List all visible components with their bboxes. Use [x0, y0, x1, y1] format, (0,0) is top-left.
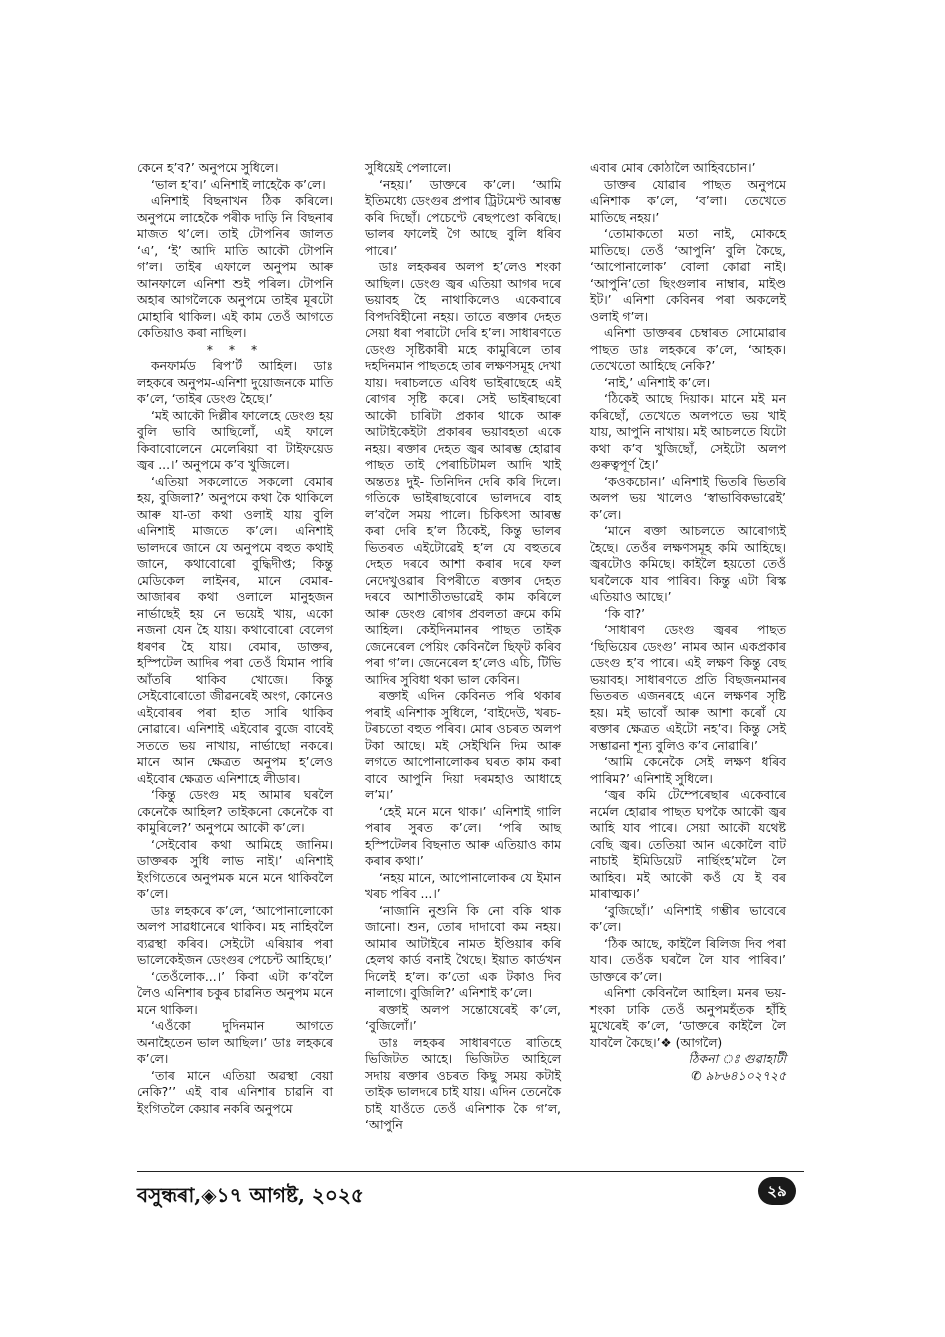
article-column-1	[137, 160, 333, 1117]
footer-divider	[137, 1171, 804, 1172]
article-column-3	[590, 160, 786, 1084]
paragraph: ‘কিন্তু ডেংগু মহ আমাৰ ঘৰলৈ কেনেকৈ আহিল? তাইকনো কেনেকৈ বা কামুৰিলে?’ অনুপমে আকৌ ক’লে।	[137, 787, 333, 835]
paragraph: ডাঃ লহকৰ সাধাৰণতে ৰাতিহে ভিজিটত আহে। ভিজিটত আহিলে সদায় ৰক্তাৰ ওচৰত কিছু সময় কটাই তাইক ভালদৰে চাই যায়। এদিন তেনেকৈ চাই যাওঁতে তেওঁ এনিশাক কৈ গ’ল, ‘আপুনি	[365, 1034, 561, 1132]
paragraph: ‘নহয়।’ ডাক্তৰে ক’লে। ‘আমি ইতিমধ্যে ডেংগুৰ প্ৰপাৰ ট্ৰিটমেণ্ট আৰম্ভ কৰি দিছোঁ। পেচেণ্টে ৰেছপণ্ডো কৰিছে। ভালৰ ফালেই গৈ আছে বুলি ধৰিব পাৰে।’	[365, 176, 561, 258]
paragraph: ৰক্তাই অলপ সন্তোষেৰেই ক’লে, ‘বুজিলোঁ।’	[365, 1001, 561, 1033]
paragraph: ‘হেই মনে মনে থাক।’ এনিশাই গালি পৰাৰ সুৰত ক’লে। ‘পৰি আছ হস্পিটেলৰ বিছনাত আৰু এতিয়াও কাম কৰাৰ কথা।’	[365, 803, 561, 868]
paragraph: এবাৰ মোৰ কোঠালৈ আহিবচোন।’	[590, 160, 756, 175]
paragraph: ‘ঠিক আছে, কাইলৈ ৰিলিজ দিব পৰা যাব। তেওঁক ঘৰলৈ লৈ যাব পাৰিব।’ ডাক্তৰে ক’লে।	[590, 935, 786, 984]
paragraph: ৰক্তাই এদিন কেবিনত পৰি থকাৰ পৰাই এনিশাক সুধিলে, ‘বাইদেউ, খৰচ-টৰচতো বহুত পৰিব। মোৰ ওচৰত অলপ টকা আছে। মই সেইখিনি দিম আৰু লগতে আপোনালোকৰ ঘৰত কাম কৰা বাবে আপুনি দিয়া দৰমহাও আধাহে ল’ম।’	[365, 688, 561, 802]
paragraph: ‘নাজানি নুশুনি কি নো বকি থাক জানো। শুন, তোৰ দাদাবো কম নহয়। আমাৰ আটাইৰে নামত ইণ্ডিয়াৰ কৰি হেলথ কাৰ্ড বনাই থৈছে। ইয়াত কাৰ্ডখন দিলেই হ’ল। ক’তো এক টকাও দিব নালাগে। বুজিলি?’ এনিশাই ক’লে।	[365, 902, 561, 1000]
paragraph: ‘আমি কেনেকৈ সেই লক্ষণ ধৰিব পাৰিম?’ এনিশাই সুধিলে।	[590, 754, 786, 786]
paragraph: ‘এওঁকো দুদিনমান আগতে অনাহৈতেন ভাল আছিল।’ ডাঃ লহকৰে ক’লে।	[137, 1018, 333, 1066]
paragraph: কনফাৰ্মড ৰিপ’ৰ্ট আহিল। ডাঃ লহকৰে অনুপম-এনিশা দুয়োজনকে মাতি ক’লে, ‘তাইৰ ডেংগু হৈছে।’	[137, 358, 333, 406]
paragraph: এনিশাই বিছনাখন ঠিক কৰিলে। অনুপমে লাহেকৈ পৰীক দাড়ি নি বিছনাৰ মাজত থ’লে। তাই টোপনিৰ জালত ‘এ’, ‘ই’ আদি মাতি আকৌ টোপনি গ’ল। তাইৰ এফালে অনুপম আৰু আনফালে এনিশা শুই পৰিল। টোপনি অহাৰ আগলৈকে অনুপমে তাইৰ মূৰটো মোহাৰি থাকিল। এই কাম তেওঁ আগতে কেতিয়াও কৰা নাছিল।	[137, 193, 333, 340]
paragraph: ‘ঠিকেই আছে দিয়াক। মানে মই মন কৰিছোঁ, তেখেতে অলপতে ভয় খাই যায়, আপুনি নাখায়। মই আচলতে যিটো কথা ক’ব খুজিছোঁ, সেইটো অলপ গুৰুত্বপূৰ্ণ হৈ।’	[590, 391, 786, 472]
paragraph: ‘তাৰ মানে এতিয়া অৱস্থা বেয়া নেকি?’’ এই বাৰ এনিশাৰ চাৱনি বা ইংগিতলৈ কেয়াৰ নকৰি অনুপমে	[137, 1067, 333, 1116]
paragraph: ‘নহয় মানে, আপোনালোকৰ যে ইমান খৰচ পৰিব ...।’	[365, 869, 561, 901]
paragraph: * * *	[206, 341, 264, 357]
paragraph: ‘কওকচোন।’ এনিশাই ভিতৰি ভিতৰি অলপ ভয় খালেও ‘স্বাভাবিকভাৱেই’ ক’লে।	[590, 473, 786, 522]
paragraph: ‘নাই,’ এনিশাই ক’লে।	[604, 374, 711, 390]
paragraph: ঠিকনা ঃ গুৱাহাটী	[688, 1051, 786, 1066]
paragraph: ডাঃ লহকৰৰ অলপ হ’লেও শংকা আছিল। ডেংগু জ্বৰ এতিয়া আগৰ দৰে ভয়াবহ হৈ নাথাকিলেও একেবাৰে বিপদবিহীনো নহয়। তাতে ৰক্তাৰ দেহত সেয়া ধৰা পৰাটো দেৰি হ’ল। সাধাৰণতে ডেংগু সৃষ্টিকাৰী মহে কামুৰিলে তাৰ দহদিনমান পাছতহে তাৰ লক্ষণসমূহ দেখা যায়। দৰাচলতে এবিধ ভাইৰাছেহে এই ৰোগৰ সৃষ্টি কৰে। সেই ভাইৰাছৰো আকৌ চাৰিটা প্ৰকাৰ থাকে আৰু আটাইকেইটা প্ৰকাৰৰ ভয়াবহতা একে নহয়। ৰক্তাৰ দেহত জ্বৰ আৰম্ভ হোৱাৰ পাছত তাই পেৰাচিটামল আদি খাই অন্ততঃ দুই- তিনিদিন দেৰি কৰি দিলে। গতিকে ভাইৰাছবোৰে ভালদৰে বাহ ল’বলৈ সময় পালে। চিকিৎসা আৰম্ভ কৰা দেৰি হ’ল ঠিকেই, কিন্তু ভালৰ ভিতৰত এইটোৱেই হ’ল যে বহুতৰে দেহত দৰবে আশা কৰাৰ দৰে ফল নেদেখুওৱাৰ বিপৰীতে ৰক্তাৰ দেহত দৰবে আশাতীতভাৱেই কাম কৰিলে আৰু ডেংগু ৰোগৰ প্ৰবলতা ক্ৰমে কমি আহিল। কেইদিনমানৰ পাছত তাইক জেনেৰেল পেয়িং কেবিনলৈ ছিফ্‌ট কৰিব পৰা গ’ল। জেনেৰেল হ’লেও এচি, টিভি আদিৰ সুবিধা থকা ভাল কেবিন।	[365, 259, 561, 687]
paragraph: ‘সাধাৰণ ডেংগু জ্বৰৰ পাছত ‘ছিভিয়েৰ ডেংগু’ নামৰ আন একপ্ৰকাৰ ডেংগু হ’ব পাৰে। এই লক্ষণ কিন্তু বেছ ভয়াবহ। সাধাৰণতে প্ৰতি বিছজনমানৰ ভিতৰত এজনৰহে এনে লক্ষণৰ সৃষ্টি হয়। মই ভাবোঁ আৰু আশা কৰোঁ যে ৰক্তাৰ ক্ষেত্ৰত এইটো নহ’ব। কিন্তু সেই সম্ভাৱনা শূন্য বুলিও ক’ব নোৱাৰি।’	[590, 622, 786, 753]
page-number-badge: ২৯	[758, 1177, 796, 1205]
paragraph: ‘তেওঁলোক...।’ কিবা এটা ক’বলৈ লৈও এনিশাৰ চকুৰ চাৱনিত অনুপম মনে মনে থাকিল।	[137, 968, 333, 1017]
paragraph: ডাঃ লহকৰে ক’লে, ‘আপোনালোকো অলপ সাৱধানেৰে থাকিব। মহ নাহিবলৈ ব্যৱস্থা কৰিব। সেইটো এৰিয়াৰ পৰা ভালেকেইজন ডেংগুৰ পেচেন্ট আহিছে।’	[137, 902, 333, 967]
paragraph: ‘এতিয়া সকলোতে সকলো বেমাৰ হয়, বুজিলা?’ অনুপমে কথা কৈ থাকিলে আৰু যা-তা কথা ওলাই যায় বুলি এনিশাই মাজতে ক’লে। এনিশাই ভালদৰে জানে যে অনুপমে বহুত কথাই জানে, কথাবোৰো বুদ্ধিদীপ্ত; কিন্তু মেডিকেল লাইনৰ, মানে বেমাৰ-আজাৰৰ কথা ওলালে মানুহজন নাৰ্ভাছেই হয় নে ভয়েই খায়, একো নজনা যেন হৈ যায়। কথাবোৰো বেলেগ ধৰণৰ হৈ যায়। বেমাৰ, ডাক্তৰ, হস্পিটেল আদিৰ পৰা তেওঁ যিমান পাৰি আঁতৰি থাকিব খোজে। কিন্তু সেইবোৰোতো জীৱনৰেই অংগ, কোনেও এইবোৰৰ পৰা হাত সাৰি থাকিব নোৱাৰে। এনিশাই এইবোৰ বুজে বাবেই সততে ভয় নাখায়, নাৰ্ভাছো নকৰে। মানে আন ক্ষেত্ৰত অনুপম হ’লেও এইবোৰ ক্ষেত্ৰত এনিশাহে লীডাৰ।	[137, 473, 333, 786]
paragraph: ‘ভাল হ’ব।’ এনিশাই লাহেকৈ ক’লে।	[151, 176, 326, 192]
paragraph: ‘সেইবোৰ কথা আমিহে জানিম। ডাক্তৰক সুধি লাভ নাই।’ এনিশাই ইংগিতেৰে অনুপমক মনে মনে থাকিবলৈ ক’লে।	[137, 836, 333, 901]
paragraph: ডাক্তৰ যোৱাৰ পাছত অনুপমে এনিশাক ক’লে, ‘ব’লা। তেখেতে মাতিছে নহয়।’	[590, 176, 786, 225]
paragraph: এনিশা কেবিনলৈ আহিল। মনৰ ভয়-শংকা ঢাকি তেওঁ অনুপমহঁতক হাঁহি মুখেৰেই ক’লে, ‘ডাক্তৰে কাইলৈ লৈ যাবলৈ কৈছে।’❖ (আগলৈ)	[590, 985, 786, 1050]
paragraph: সুধিয়েই পেলালে।	[365, 160, 452, 175]
paragraph: ‘তোমাকতো মতা নাই, মোকহে মাতিছে। তেওঁ ‘আপুনি’ বুলি কৈছে, ‘আপোনালোক’ বোলা কোৱা নাই। ‘আপুনি’তো ছিংগুলাৰ নাম্বাৰ, মাইণ্ড ইট।’ এনিশা কেবিনৰ পৰা অকলেই ওলাই গ’ল।	[590, 226, 786, 324]
paragraph: ‘বুজিছোঁ।’ এনিশাই গম্ভীৰ ভাবেৰে ক’লে।	[590, 902, 786, 934]
paragraph: ‘মই আকৌ দিল্লীৰ ফালেহে ডেংগু হয় বুলি ভাবি আছিলোঁ, এই ফালে কিবাবোলেনে মেলেৰিয়া বা টাইফয়েড জ্বৰ ...।’ অনুপমে ক’ব খুজিলে।	[137, 407, 333, 472]
paragraph: কেনে হ’ব?’ অনুপমে সুধিলে।	[137, 160, 279, 175]
article-column-2	[365, 160, 561, 1134]
paragraph: ‘কি বা?’	[604, 605, 646, 621]
paragraph: ‘জ্বৰ কমি টেম্পেৰেছাৰ একেবাৰে নৰ্মেল হোৱাৰ পাছত ঘপকৈ আকৌ জ্বৰ আহি যাব পাৰে। সেয়া আকৌ যথেষ্ট বেছি জ্বৰ। তেতিয়া আন একোলৈ বাট নাচাই ইমিডিয়েট নাৰ্ছিংহ’মলৈ লৈ আহিব। মই আকৌ কওঁ যে ই বৰ মাৰাত্মক।’	[590, 787, 786, 901]
paragraph: এনিশা ডাক্তৰৰ চেম্বাৰত সোমোৱাৰ পাছত ডাঃ লহকৰে ক’লে, ‘আহক। তেখেতো আহিছে নেকি?’	[590, 325, 786, 373]
paragraph: ‘মানে ৰক্তা আচলতে আৰোগ্যই হৈছে। তেওঁৰ লক্ষণসমূহ কমি আহিছে। জ্বৰটোও কমিছে। কাইলৈ হয়তো তেওঁ ঘৰলৈকে যাব পাৰিব। কিন্তু এটা ৰিস্ক এতিয়াও আছে।’	[590, 523, 786, 604]
paragraph: ✆ ৯৮৬৪১০২৭২৫	[691, 1067, 786, 1083]
footer-publication-date: বসুন্ধৰা,◈১৭ আগষ্ট, ২০২৫	[137, 1183, 364, 1207]
